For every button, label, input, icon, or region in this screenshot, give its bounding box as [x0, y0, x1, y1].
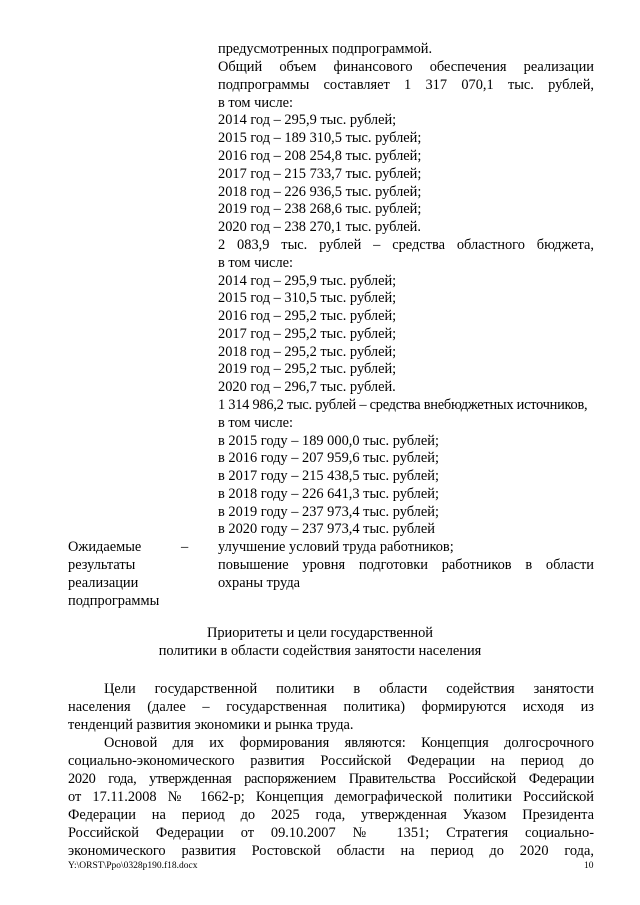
section-title: Приоритеты и цели государственной: [206, 625, 434, 641]
page-number: 10: [584, 861, 594, 871]
year-line: в 2019 году – 237 973,4 тыс. рублей;: [218, 504, 439, 520]
results-label-line: результаты: [68, 557, 136, 573]
paragraph-line: Федерации на период до 2025 года, утвержденная Указом Президента: [68, 807, 594, 823]
year-line: в 2017 году – 215 438,5 тыс. рублей;: [218, 468, 439, 484]
section-title: политики в области содействия занятости населения: [158, 643, 482, 659]
year-line: 2017 год – 295,2 тыс. рублей;: [218, 326, 397, 342]
paragraph-line: 2020 года, утвержденная распоряжением Правительства Российской Федерации: [68, 771, 594, 787]
year-line: 2015 год – 310,5 тыс. рублей;: [218, 290, 397, 306]
results-value-line: улучшение условий труда работников;: [218, 539, 454, 555]
paragraph-line: Цели государственной политики в области содействия занятости: [104, 681, 594, 697]
paragraph-line: населения (далее – государственная политика) формируются исходя из: [68, 699, 594, 715]
year-line: в 2016 году – 207 959,6 тыс. рублей;: [218, 450, 439, 466]
year-line: 2016 год – 295,2 тыс. рублей;: [218, 308, 397, 324]
text-line: в том числе:: [218, 415, 294, 431]
results-label-line: подпрограммы: [68, 593, 160, 609]
year-line: в 2018 году – 226 641,3 тыс. рублей;: [218, 486, 439, 502]
year-line: 2020 год – 238 270,1 тыс. рублей.: [218, 219, 421, 235]
year-line: 2015 год – 189 310,5 тыс. рублей;: [218, 130, 422, 146]
year-line: 2020 год – 296,7 тыс. рублей.: [218, 379, 396, 395]
text-line: 2 083,9 тыс. рублей – средства областного бюджета,: [218, 237, 594, 253]
footer-file-path: Y:\ORST\Ppo\0328p190.f18.docx: [68, 861, 198, 871]
year-line: в 2020 году – 237 973,4 тыс. рублей: [218, 521, 435, 537]
paragraph-line: Основой для их формирования являются: Концепция долгосрочного: [104, 735, 594, 751]
year-line: 2017 год – 215 733,7 тыс. рублей;: [218, 166, 422, 182]
year-line: в 2015 году – 189 000,0 тыс. рублей;: [218, 433, 439, 449]
paragraph-line: экономического развития Ростовской области на период до 2020 года,: [68, 843, 594, 859]
year-line: 2018 год – 295,2 тыс. рублей;: [218, 344, 397, 360]
paragraph-line: социально-экономического развития Российской Федерации на период до: [68, 753, 594, 769]
results-value-line: охраны труда: [218, 575, 301, 591]
text-line: в том числе:: [218, 255, 294, 271]
text-line: подпрограммы составляет 1 317 070,1 тыс. рублей,: [218, 77, 594, 93]
year-line: 2019 год – 238 268,6 тыс. рублей;: [218, 201, 422, 217]
year-line: 2014 год – 295,9 тыс. рублей;: [218, 112, 397, 128]
results-dash: –: [181, 539, 189, 555]
paragraph-line: от 17.11.2008 № 1662-р; Концепция демографической политики Российской: [68, 789, 594, 805]
text-line: предусмотренных подпрограммой.: [218, 41, 433, 57]
text-line: в том числе:: [218, 95, 294, 111]
results-value-line: повышение уровня подготовки работников в области: [218, 557, 594, 573]
year-line: 2014 год – 295,9 тыс. рублей;: [218, 273, 397, 289]
year-line: 2019 год – 295,2 тыс. рублей;: [218, 361, 397, 377]
results-label-line: Ожидаемые: [68, 539, 142, 555]
year-line: 2018 год – 226 936,5 тыс. рублей;: [218, 184, 422, 200]
results-label-line: реализации: [68, 575, 139, 591]
year-line: 2016 год – 208 254,8 тыс. рублей;: [218, 148, 422, 164]
paragraph-line: Российской Федерации от 09.10.2007 № 1351; Стратегия социально-: [68, 825, 594, 841]
text-line: Общий объем финансового обеспечения реализации: [218, 59, 594, 75]
text-line: 1 314 986,2 тыс. рублей – средства внебюджетных источников,: [218, 397, 588, 413]
paragraph-line: тенденций развития экономики и рынка труда.: [68, 717, 354, 733]
